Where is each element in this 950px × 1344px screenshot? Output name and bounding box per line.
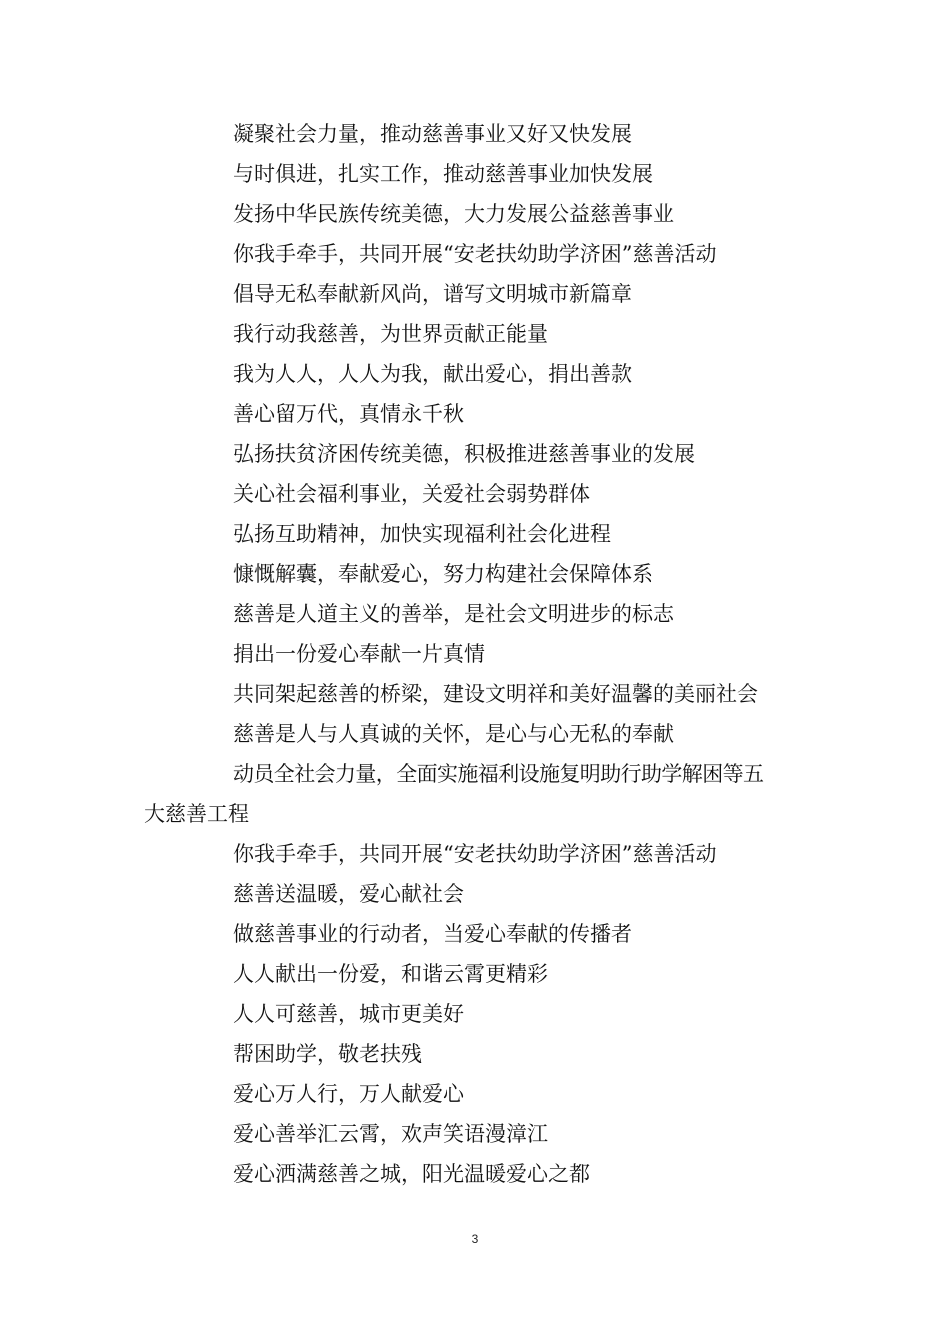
page-number: 3 (471, 1232, 479, 1246)
slogan-line: 爱心洒满慈善之城，阳光温暖爱心之都 (233, 1162, 590, 1186)
slogan-line: 你我手牵手，共同开展“安老扶幼助学济困”慈善活动 (233, 842, 717, 866)
slogan-line: 帮困助学，敬老扶残 (233, 1042, 422, 1066)
slogan-line: 共同架起慈善的桥梁，建设文明祥和美好温馨的美丽社会 (233, 682, 758, 706)
slogan-line: 慈善是人与人真诚的关怀，是心与心无私的奉献 (233, 722, 674, 746)
slogan-line: 弘扬互助精神，加快实现福利社会化进程 (233, 522, 611, 546)
slogan-line: 善心留万代，真情永千秋 (233, 402, 464, 426)
slogan-line: 倡导无私奉献新风尚，谱写文明城市新篇章 (233, 282, 632, 306)
slogan-line: 发扬中华民族传统美德，大力发展公益慈善事业 (233, 202, 674, 226)
slogan-line: 慈善送温暖，爱心献社会 (233, 882, 464, 906)
slogan-line: 爱心万人行，万人献爱心 (233, 1082, 464, 1106)
slogan-line: 慷慨解囊，奉献爱心，努力构建社会保障体系 (233, 562, 653, 586)
slogan-line: 凝聚社会力量，推动慈善事业又好又快发展 (233, 122, 632, 146)
slogan-line: 我行动我慈善，为世界贡献正能量 (233, 322, 548, 346)
slogan-line: 做慈善事业的行动者，当爱心奉献的传播者 (233, 922, 632, 946)
slogan-line: 爱心善举汇云霄，欢声笑语漫漳江 (233, 1122, 548, 1146)
slogan-line: 与时俱进，扎实工作，推动慈善事业加快发展 (233, 162, 653, 186)
slogan-line-continuation: 大慈善工程 (144, 802, 249, 826)
slogan-line: 弘扬扶贫济困传统美德，积极推进慈善事业的发展 (233, 442, 695, 466)
slogan-line: 捐出一份爱心奉献一片真情 (233, 642, 485, 666)
slogan-line: 关心社会福利事业，关爱社会弱势群体 (233, 482, 590, 506)
slogan-line: 慈善是人道主义的善举，是社会文明进步的标志 (233, 602, 674, 626)
slogan-line: 人人可慈善，城市更美好 (233, 1002, 464, 1026)
slogan-line: 动员全社会力量，全面实施福利设施复明助行助学解困等五 (233, 762, 764, 786)
slogan-line: 我为人人，人人为我，献出爱心，捐出善款 (233, 362, 632, 386)
slogan-line: 人人献出一份爱，和谐云霄更精彩 (233, 962, 548, 986)
slogan-list (144, 114, 814, 1194)
slogan-line: 你我手牵手，共同开展“安老扶幼助学济困”慈善活动 (233, 242, 717, 266)
